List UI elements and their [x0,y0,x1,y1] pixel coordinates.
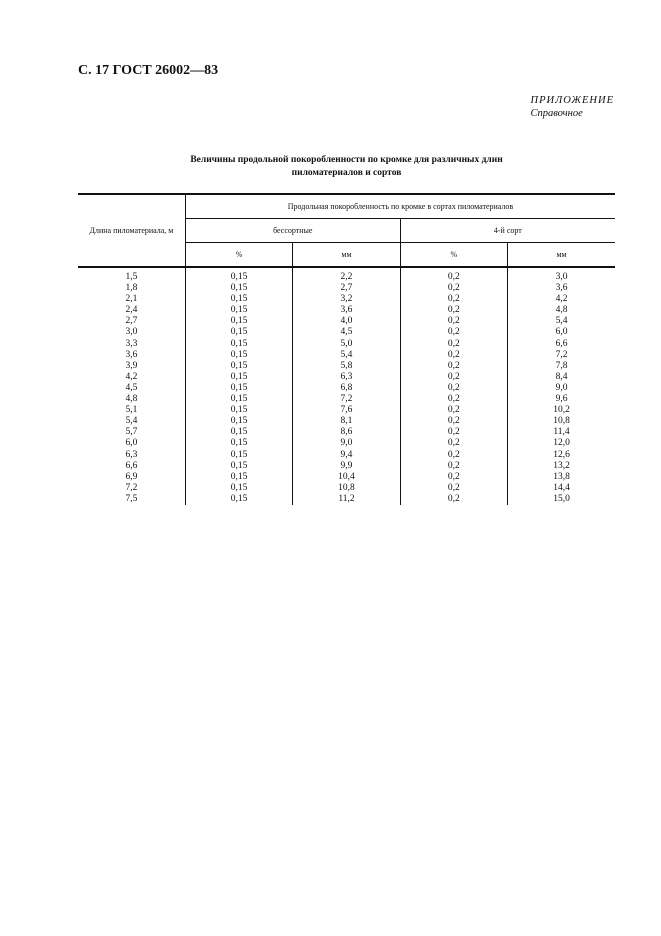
table-cell: 13,2 [508,461,615,472]
table-cell: 0,15 [185,394,292,405]
header-grade-ungraded: бессортные [185,219,400,243]
header-grade-4: 4-й сорт [400,219,615,243]
table-title [78,154,615,180]
table-cell: 0,2 [400,416,507,427]
table-cell: 0,2 [400,305,507,316]
table-cell: 7,8 [508,361,615,372]
table-cell: 2,7 [293,283,400,294]
table-cell: 3,6 [78,350,185,361]
table-cell: 7,2 [508,350,615,361]
appendix-type: Справочное [530,108,583,119]
table-row [78,461,615,472]
table-cell: 0,15 [185,372,292,383]
table-row [78,327,615,338]
table-cell: 1,8 [78,283,185,294]
table-cell: 4,2 [78,372,185,383]
table-row [78,483,615,494]
table-cell: 8,6 [293,427,400,438]
table-row [78,316,615,327]
table-cell: 3,3 [78,339,185,350]
table-cell: 3,0 [508,267,615,283]
table-cell: 0,15 [185,427,292,438]
table-cell: 4,8 [508,305,615,316]
table-cell: 6,6 [508,339,615,350]
table-cell: 6,3 [293,372,400,383]
table-row [78,283,615,294]
unit-header: % [185,243,292,268]
table-cell: 4,5 [293,327,400,338]
table-cell: 0,15 [185,450,292,461]
title-line-2: пиломатериалов и сортов [291,168,402,178]
table-cell: 0,15 [185,438,292,449]
table-cell: 9,0 [293,438,400,449]
table-cell: 8,4 [508,372,615,383]
table-cell: 0,15 [185,405,292,416]
table-row [78,394,615,405]
unit-header: мм [293,243,400,268]
table-cell: 0,15 [185,339,292,350]
table-cell: 2,7 [78,316,185,327]
table-cell: 0,2 [400,427,507,438]
table-row [78,350,615,361]
table-cell: 9,6 [508,394,615,405]
table-cell: 13,8 [508,472,615,483]
table-cell: 0,2 [400,350,507,361]
table-cell: 11,2 [293,494,400,505]
table-cell: 3,6 [508,283,615,294]
table-row [78,427,615,438]
table-cell: 14,4 [508,483,615,494]
table-cell: 10,8 [293,483,400,494]
table-cell: 0,2 [400,461,507,472]
table-cell: 4,8 [78,394,185,405]
table-cell: 9,9 [293,461,400,472]
table-cell: 15,0 [508,494,615,505]
table-cell: 0,15 [185,350,292,361]
unit-header: % [400,243,507,268]
table-cell: 4,0 [293,316,400,327]
table-cell: 3,6 [293,305,400,316]
table-row [78,438,615,449]
table-cell: 7,2 [78,483,185,494]
table-cell: 5,8 [293,361,400,372]
table-cell: 0,2 [400,494,507,505]
table-cell: 9,0 [508,383,615,394]
table-row [78,405,615,416]
unit-header: мм [508,243,615,268]
table-cell: 0,2 [400,383,507,394]
table-row [78,494,615,505]
table-cell: 0,15 [185,267,292,283]
table-cell: 6,3 [78,450,185,461]
table-cell: 3,0 [78,327,185,338]
appendix-label [531,94,615,120]
table-row [78,472,615,483]
table-cell: 10,2 [508,405,615,416]
table-cell: 0,15 [185,283,292,294]
header-length: Длина пиломатериала, м [78,194,185,267]
table-cell: 5,4 [508,316,615,327]
table-cell: 4,5 [78,383,185,394]
table-cell: 10,8 [508,416,615,427]
table-cell: 0,2 [400,339,507,350]
table-row [78,305,615,316]
table-cell: 2,2 [293,267,400,283]
table-cell: 2,4 [78,305,185,316]
appendix-title: ПРИЛОЖЕНИЕ [530,95,614,106]
table-cell: 0,15 [185,294,292,305]
table-cell: 3,9 [78,361,185,372]
table-cell: 0,2 [400,405,507,416]
table-cell: 0,2 [400,483,507,494]
table-row [78,450,615,461]
table-cell: 6,8 [293,383,400,394]
table-cell: 9,4 [293,450,400,461]
table-cell: 0,2 [400,472,507,483]
header-group: Продольная покоробленность по кромке в сортах пиломатериалов [185,194,615,219]
table-cell: 8,1 [293,416,400,427]
table-cell: 5,1 [78,405,185,416]
warp-table [78,193,615,505]
table-cell: 2,1 [78,294,185,305]
table-cell: 6,6 [78,461,185,472]
table-row [78,361,615,372]
table-cell: 11,4 [508,427,615,438]
table-cell: 5,4 [78,416,185,427]
table-cell: 5,7 [78,427,185,438]
table-row [78,267,615,283]
table-row [78,372,615,383]
table-cell: 7,6 [293,405,400,416]
table-cell: 0,15 [185,483,292,494]
table-cell: 12,0 [508,438,615,449]
table-cell: 12,6 [508,450,615,461]
table-cell: 7,2 [293,394,400,405]
table-row [78,294,615,305]
table-cell: 7,5 [78,494,185,505]
table-cell: 0,2 [400,283,507,294]
table-cell: 5,4 [293,350,400,361]
table-cell: 0,2 [400,267,507,283]
table-cell: 0,15 [185,316,292,327]
title-line-1: Величины продольной покоробленности по кромке для различных длин [190,155,503,165]
table-cell: 0,2 [400,316,507,327]
table-cell: 0,2 [400,450,507,461]
table-cell: 6,0 [78,438,185,449]
table-row [78,339,615,350]
table-cell: 0,15 [185,416,292,427]
table-cell: 0,15 [185,305,292,316]
table-cell: 0,2 [400,294,507,305]
table-cell: 0,2 [400,361,507,372]
table-cell: 0,15 [185,494,292,505]
table-cell: 1,5 [78,267,185,283]
table-row [78,416,615,427]
table-cell: 0,15 [185,327,292,338]
table-cell: 6,9 [78,472,185,483]
table-cell: 3,2 [293,294,400,305]
table-cell: 4,2 [508,294,615,305]
table-row [78,383,615,394]
table-cell: 0,2 [400,327,507,338]
table-cell: 5,0 [293,339,400,350]
page-header: С. 17 ГОСТ 26002—83 [78,63,219,78]
table-cell: 6,0 [508,327,615,338]
table-cell: 0,15 [185,361,292,372]
table-cell: 0,15 [185,461,292,472]
table-cell: 0,2 [400,372,507,383]
table-cell: 0,15 [185,472,292,483]
table-cell: 0,2 [400,438,507,449]
table-cell: 10,4 [293,472,400,483]
table-cell: 0,15 [185,383,292,394]
table-cell: 0,2 [400,394,507,405]
